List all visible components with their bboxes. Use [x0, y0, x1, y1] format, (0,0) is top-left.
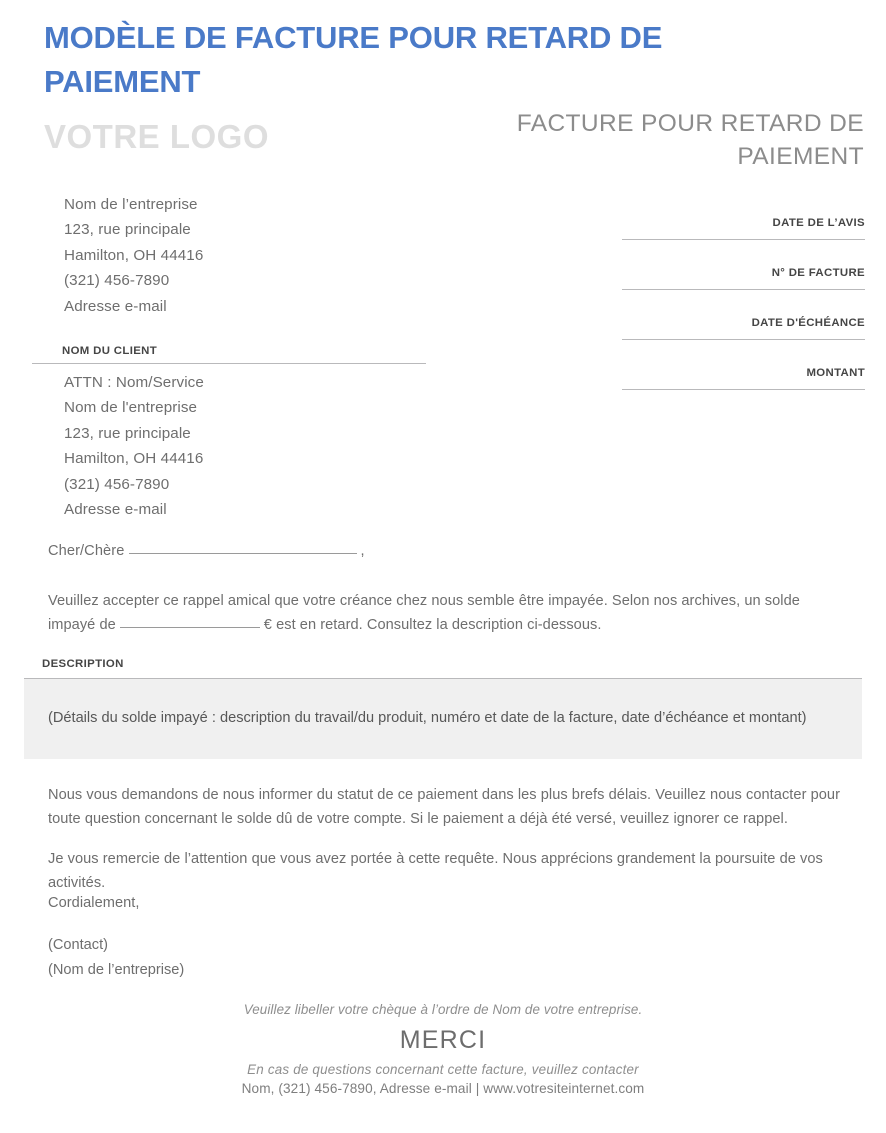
footer-check-note: Veuillez libeller votre chèque à l’ordre de Nom de votre entreprise.	[243, 1002, 643, 1017]
client-section-underline	[32, 363, 426, 364]
signature-company: (Nom de l’entreprise)	[48, 962, 185, 978]
field-due-date[interactable]	[622, 290, 865, 340]
sender-line: Nom de l’entreprise	[64, 196, 198, 213]
client-line: 123, rue principale	[64, 424, 191, 442]
client-line: Nom de l'entreprise	[64, 399, 198, 417]
logo-placeholder: VOTRE LOGO	[44, 118, 270, 155]
page-title: MODÈLE DE FACTURE POUR RETARD DE PAIEMENT	[44, 20, 663, 100]
paragraph-status-request: Nous vous demandons de nous informer du statut de ce paiement dans les plus brefs délais. Veuillez nous contacter pour toute question concernant le solde dû de votre compte. Si le paiement a déjà été versé, veuillez ignorer ce rappel.	[48, 787, 840, 827]
paragraph-reminder	[48, 589, 843, 637]
client-line: Hamilton, OH 44416	[64, 450, 204, 468]
field-label: DATE DE L’AVIS	[772, 217, 865, 229]
client-line: ATTN : Nom/Service	[64, 374, 204, 391]
paragraph-reminder-before: Veuillez accepter ce rappel amical que votre créance chez nous semble être impayée. Selon nos archives, un solde impayé de	[48, 593, 800, 633]
client-line: Adresse e-mail	[64, 501, 167, 519]
footer-thanks: MERCI	[399, 1026, 487, 1054]
client-address-block	[64, 370, 204, 522]
signature-block	[48, 933, 184, 983]
client-line: (321) 456-7890	[64, 475, 170, 493]
field-label: N° DE FACTURE	[771, 267, 865, 279]
salutation-blank-field[interactable]	[129, 553, 357, 554]
footer	[0, 1002, 886, 1096]
description-label: DESCRIPTION	[42, 658, 124, 670]
salutation	[48, 543, 365, 559]
field-underline	[622, 389, 865, 390]
field-label: DATE D'ÉCHÉANCE	[751, 317, 865, 329]
closing-line: Cordialement,	[48, 895, 140, 911]
description-underline	[24, 678, 862, 679]
sender-line: Adresse e-mail	[64, 297, 167, 315]
invoice-fields	[622, 190, 865, 390]
paragraph-reminder-after: € est en retard. Consultez la description ci-dessous.	[263, 617, 602, 633]
signature-contact: (Contact)	[48, 937, 109, 953]
sender-line: Hamilton, OH 44416	[64, 246, 204, 264]
client-section-header	[32, 345, 426, 364]
field-label: MONTANT	[806, 367, 865, 379]
field-notice-date[interactable]	[622, 190, 865, 240]
footer-contact: Nom, (321) 456-7890, Adresse e-mail | www.votresiteinternet.com	[241, 1081, 645, 1096]
client-section-label: NOM DU CLIENT	[62, 345, 158, 357]
document-type-heading: FACTURE POUR RETARD DE PAIEMENT	[516, 110, 864, 170]
field-invoice-number[interactable]	[622, 240, 865, 290]
footer-questions: En cas de questions concernant cette facture, veuillez contacter	[247, 1062, 639, 1077]
salutation-suffix: ,	[360, 543, 365, 559]
field-amount[interactable]	[622, 340, 865, 390]
amount-blank-field[interactable]	[120, 627, 260, 628]
paragraph-thanks: Je vous remercie de l’attention que vous avez portée à cette requête. Nous apprécions grandement la poursuite de vos activités.	[48, 851, 823, 891]
description-text: (Détails du solde impayé : description du travail/du produit, numéro et date de la facture, date d’échéance et montant)	[48, 710, 807, 726]
sender-address-block	[64, 192, 203, 319]
sender-line: 123, rue principale	[64, 221, 191, 239]
salutation-prefix: Cher/Chère	[48, 543, 125, 559]
sender-line: (321) 456-7890	[64, 272, 170, 290]
